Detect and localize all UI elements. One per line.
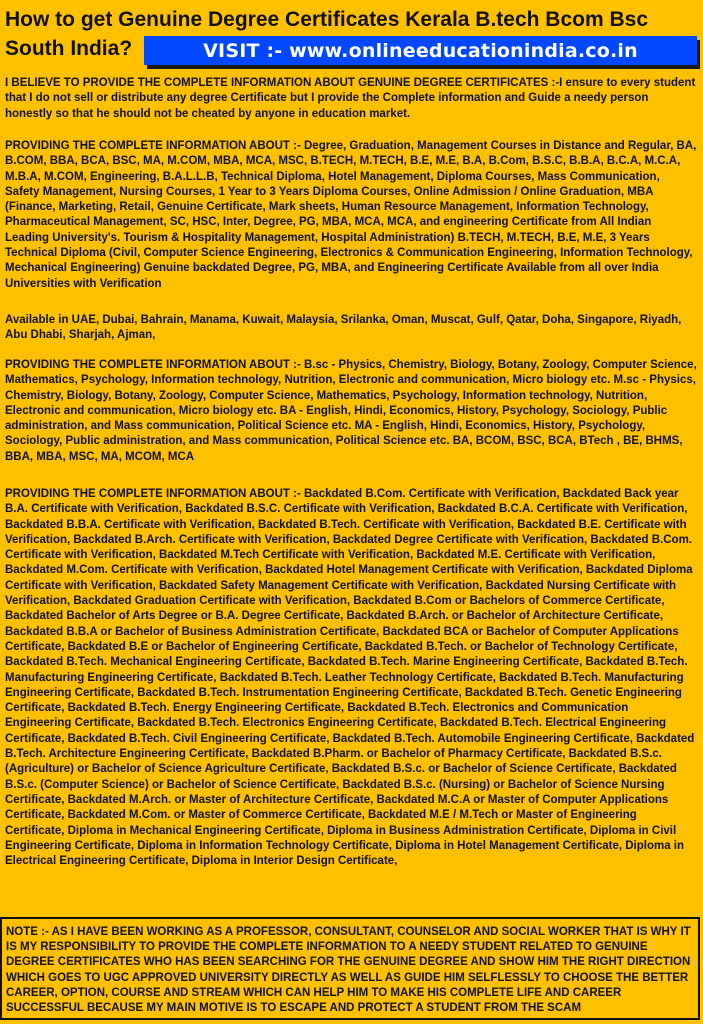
note-text: NOTE :- AS I HAVE BEEN WORKING AS A PROFESSOR, CONSULTANT, COUNSELOR AND SOCIAL WORKER THAT IS WHY IT IS MY RESPONSIBILITY TO PROVIDE THE COMPLETE INFORMATION TO A NEEDY STUDENT RELATED TO GENUINE DEGREE CERTIFICATES WHO HAS BEEN SEARCHING FOR THE GENUINE DEGREE AND SHOW HIM THE RIGHT DIRECTION WHICH GOES TO UGC APPROVED UNIVERSITY DIRECTLY AS WELL AS GUIDE HIM SELFLESSLY TO CHOOSE THE BETTER CAREER, OPTION, COURSE AND STREAM WHICH CAN HELP HIM TO MAKE HIS COMPLETE LIFE AND CAREER SUCCESSFUL BECAUSE MY MAIN MOTIVE IS TO ESCAPE AND PROTECT A STUDENT FROM THE SCAM (6, 926, 691, 1015)
courses-paragraph: PROVIDING THE COMPLETE INFORMATION ABOUT :- Degree, Graduation, Management Courses in Distance and Regular, BA, B.COM, BBA, BCA, BSC, MA, M.COM, MBA, MCA, MSC, B.TECH, M.TECH, B.E, M.E, B.A, B.Com, B.S.C, B.B.A, B.C.A, M.C.A, M.B.A, M.COM, Engineering, B.A.L.L.B, Technical Diploma, Hotel Management, Diploma Courses, Mass Communication, Safety Management, Nursing Courses, 1 Year to 3 Years Diploma Courses, Online Admission / Online Graduation, MBA (Finance, Marketing, Retail, Genuine Certificate, Mark sheets, Human Resource Management, Information Technology, Pharmaceutical Management, SC, HSC, Inter, Degree, PG, MBA, MCA, MCA, and engineering Certificate from All Indian Leading University's. Tourism & Hospitality Management, Hospital Administration) B.TECH, M.TECH, B.E, M.E, 3 Years Technical Diploma (Civil, Computer Science Engineering, Electronics & Communication Engineering, Information Technology, Mechanical Engineering) Genuine backdated Degree, PG, MBA, and Engineering Certificate Available from all over India Universities with Verification (5, 140, 697, 290)
visit-website-banner[interactable] (144, 36, 697, 65)
page-title-line-1: How to get Genuine Degree Certificates Kerala B.tech Bcom Bsc (5, 8, 649, 31)
backdated-certificates-paragraph: PROVIDING THE COMPLETE INFORMATION ABOUT :- Backdated B.Com. Certificate with Verification, Backdated Back year B.A. Certificate with Verification, Backdated B.S.C. Certificate with Verification, Backdated B.C.A. Certificate with Verification, Backdated B.B.A. Certificate with Verification, Backdated B.Tech. Certificate with Verification, Backdated B.E. Certificate with Verification, Backdated B.Arch. Certificate with Verification, Backdated Degree Certificate with Verification, Backdated B.Com. Certificate with Verification, Backdated M.Tech Certificate with Verification, Backdated M.E. Certificate with Verification, Backdated M.Com. Certificate with Verification, Backdated Hotel Management Certificate with Verification, Backdated Diploma Certificate with Verification, Backdated Safety Management Certificate with Verification, Backdated Nursing Certificate with Verification, Backdated Graduation Certificate with Verification, Backdated B.Com or Bachelors of Commerce Certificate, Backdated Bachelor of Arts Degree or B.A. Degree Certificate, Backdated B.Arch. or Bachelor of Architecture Certificate, Backdated B.B.A or Bachelor of Business Administration Certificate, Backdated BCA or Bachelor of Computer Applications Certificate, Backdated B.E or Bachelor of Engineering Certificate, Backdated B.Tech. or Bachelor of Technology Certificate, Backdated B.Tech. Mechanical Engineering Certificate, Backdated B.Tech. Marine Engineering Certificate, Backdated B.Tech. Manufacturing Engineering Certificate, Backdated B.Tech. Leather Technology Certificate, Backdated B.Tech. Manufacturing Engineering Certificate, Backdated B.Tech. Instrumentation Engineering Certificate, Backdated B.Tech. Genetic Engineering Certificate, Backdated B.Tech. Energy Engineering Certificate, Backdated B.Tech. Electronics and Communication Engineering Certificate, Backdated B.Tech. Electronics Engineering Certificate, Backdated B.Tech. Electrical Engineering Certificate, Backdated B.Tech. Civil Engineering Certificate, Backdated B.Tech. Automobile Engineering Certificate, Backdated B.Tech. Architecture Engineering Certificate, Backdated B.Pharm. or Bachelor of Pharmacy Certificate, Backdated B.S.c. (Agriculture) or Bachelor of Science Agriculture Certificate, Backdated B.S.c. or Bachelor of Science Certificate, Backdated B.S.c. (Computer Science) or Bachelor of Science Certificate, Backdated B.S.c. (Nursing) or Bachelor of Science Nursing Certificate, Backdated M.Arch. or Master of Architecture Certificate, Backdated M.C.A or Master of Computer Applications Certificate, Backdated M.Com. or Master of Commerce Certificate, Backdated M.E / M.Tech or Master of Engineering Certificate, Diploma in Mechanical Engineering Certificate, Diploma in Business Administration Certificate, Diploma in Civil Engineering Certificate, Diploma in Information Technology Certificate, Diploma in Hotel Management Certificate, Diploma in Electrical Engineering Certificate, Diploma in Interior Design Certificate, (5, 488, 695, 868)
note-box (0, 917, 700, 1020)
intro-paragraph: I BELIEVE TO PROVIDE THE COMPLETE INFORMATION ABOUT GENUINE DEGREE CERTIFICATES :-I ensure to every student that I do not sell or distribute any degree Certificate but I provide the Complete information and Guide a needy person honestly so that he should not be cheated by anyone in education market. (5, 77, 696, 120)
page-title-line-2: South India? (5, 37, 133, 60)
visit-website-link[interactable]: VISIT :- www.onlineeducationindia.co.in (203, 39, 638, 62)
available-locations-paragraph: Available in UAE, Dubai, Bahrain, Manama, Kuwait, Malaysia, Srilanka, Oman, Muscat, Gulf, Qatar, Doha, Singapore, Riyadh, Abu Dhabi, Sharjah, Ajman, (5, 314, 682, 342)
subjects-paragraph: PROVIDING THE COMPLETE INFORMATION ABOUT :- B.sc - Physics, Chemistry, Biology, Botany, Zoology, Computer Science, Mathematics, Psychology, Information technology, Nutrition, Electronic and communication, Micro biology etc. M.sc - Physics, Chemistry, Biology, Botany, Zoology, Computer Science, Mathematics, Psychology, Information technology, Nutrition, Electronic and communication, Micro biology etc. BA - English, Hindi, Economics, History, Psychology, Sociology, Public administration, and Mass communication, Political Science etc. MA - English, Hindi, Economics, History, Psychology, Sociology, Public administration, and Mass communication, Political Science etc. BA, BCOM, BSC, BCA, BTech , BE, BHMS, BBA, MBA, MSC, MA, MCOM, MCA (5, 359, 697, 463)
